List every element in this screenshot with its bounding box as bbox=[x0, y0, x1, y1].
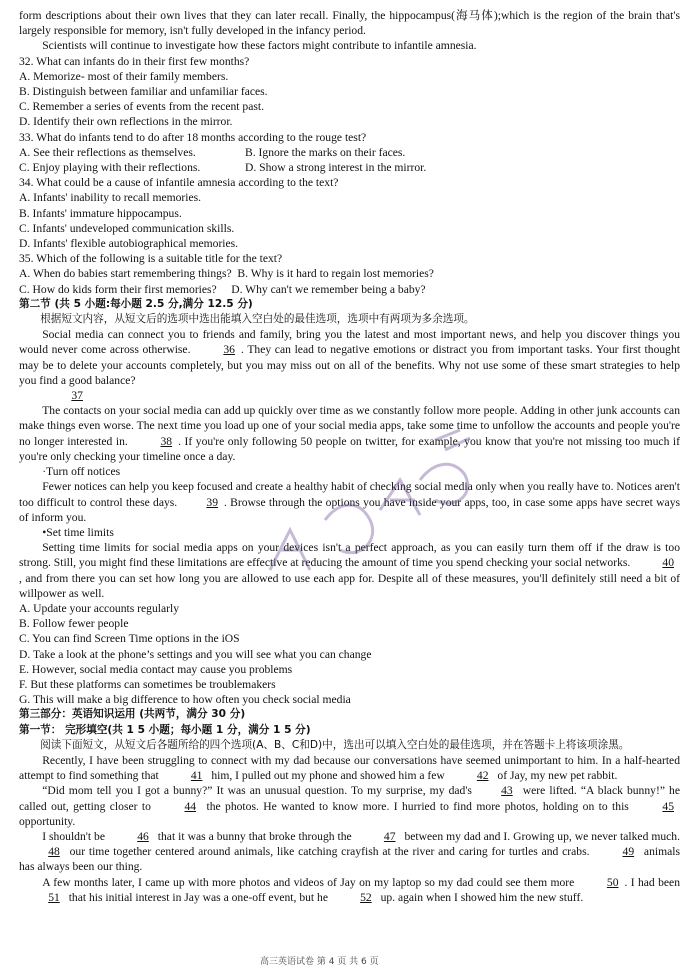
cloze-paragraph bbox=[19, 753, 680, 783]
passage-text: the photos. He wanted to know more. I hurried to find more photos, holding on to this bbox=[206, 799, 629, 813]
option: C. You can find Screen Time options in the iOS bbox=[19, 632, 240, 646]
question-35 bbox=[19, 251, 680, 297]
option-row bbox=[19, 160, 680, 175]
section-instruction: 阅读下面短文，从短文后各题所给的四个选项(A、B、C和D)中，选出可以填入空白处的最佳选项，并在答题卡上将该项涂黑。 bbox=[40, 738, 630, 751]
blank-36: 36 bbox=[223, 343, 235, 357]
passage-text: up. again when I showed him the new stuff. bbox=[380, 890, 584, 904]
section-heading: 第二节 (共 5 小题:每小题 2.5 分,满分 12.5 分) bbox=[19, 297, 253, 310]
section-heading: 第一节： 完形填空(共 1 5 小题；每小题 1 分，满分 1 5 分) bbox=[19, 723, 311, 736]
passage-subheading: •Set time limits bbox=[42, 525, 114, 539]
option: A. Infants' inability to recall memories. bbox=[19, 191, 202, 205]
passage-paragraph bbox=[19, 327, 680, 388]
blank-52: 52 bbox=[360, 890, 372, 904]
passage-text: A few months later, I came up with more photos and videos of Jay on my laptop so my dad could see them more bbox=[42, 875, 575, 889]
passage-subheading: ·Turn off notices bbox=[42, 465, 121, 479]
question-stem: 32. What can infants do in their first few months? bbox=[19, 54, 250, 68]
option: C. Enjoy playing with their reflections. bbox=[19, 161, 201, 175]
question-stem: 34. What could be a cause of infantile amnesia according to the text? bbox=[19, 176, 339, 190]
passage-text: . Browse through the options you have inside your apps, too, in case some apps have secret ways of inform you. bbox=[19, 495, 681, 524]
section-instruction: 根据短文内容，从短文后的选项中选出能填入空白处的最佳选项，选项中有两项为多余选项。 bbox=[40, 313, 475, 326]
option-row: A. When do babies start remembering things? B. Why is it hard to regain lost memories? bbox=[19, 267, 434, 281]
option: C. Remember a series of events from the recent past. bbox=[19, 100, 264, 114]
passage-text: I shouldn't be bbox=[42, 829, 105, 843]
option: B. Distinguish between familiar and unfamiliar faces. bbox=[19, 85, 268, 99]
passage-paragraph bbox=[19, 540, 680, 601]
option: B. Infants' immature hippocampus. bbox=[19, 206, 182, 220]
option: B. Follow fewer people bbox=[19, 617, 129, 631]
passage-text: , and from there you can set how long you are allowed to use each app for. Despite all of these measures, you'll definitely still need a bit of willpower as well. bbox=[19, 571, 680, 600]
passage-text: were lifted. “A black bunny!” he called out, getting closer to bbox=[19, 784, 680, 813]
blank-44: 44 bbox=[184, 799, 197, 813]
blank-37: 37 bbox=[71, 389, 83, 403]
part-heading: 第三部分：英语知识运用 (共两节，满分 30 分) bbox=[19, 708, 246, 721]
blank-43: 43 bbox=[501, 784, 513, 798]
section2-options bbox=[19, 601, 680, 707]
intro-paragraph-2: Scientists will continue to investigate how these factors might contribute to infantile amnesia. bbox=[42, 39, 477, 53]
passage-text: that his initial interest in Jay was a one-off event, but he bbox=[68, 890, 328, 904]
passage-text: . They can lead to negative emotions or distract you from important tasks. Your first thought may be to delete your accounts completely, but you may miss out on all of the benefits. Why not use some of these smart strategies to help you find a good balance? bbox=[19, 343, 680, 387]
blank-48: 48 bbox=[48, 845, 60, 859]
cloze-paragraph bbox=[19, 783, 680, 829]
passage-paragraph bbox=[19, 388, 680, 403]
option: A. See their reflections as themselves. bbox=[19, 145, 196, 159]
question-stem: 33. What do infants tend to do after 18 months according to the rouge test? bbox=[19, 130, 367, 144]
question-stem: 35. Which of the following is a suitable title for the text? bbox=[19, 252, 283, 266]
option: D. Infants' flexible autobiographical memories. bbox=[19, 237, 239, 251]
passage-text: opportunity. bbox=[19, 814, 76, 828]
option-row: C. How do kids form their first memories? D. Why can't we remember being a baby? bbox=[19, 282, 426, 296]
blank-42: 42 bbox=[476, 769, 489, 783]
passage-text: Fewer notices can help you keep focused and create a healthy habit of checking social media only when you really have to. Notices aren't too difficult to control these days. bbox=[19, 480, 680, 509]
option: B. Ignore the marks on their faces. bbox=[245, 145, 406, 159]
option: D. Identify their own reflections in the mirror. bbox=[19, 115, 233, 129]
passage-paragraph bbox=[19, 479, 680, 525]
blank-51: 51 bbox=[48, 890, 60, 904]
option: E. However, social media contact may cause you problems bbox=[19, 662, 293, 676]
passage-text: of Jay, my new pet rabbit. bbox=[497, 769, 618, 783]
question-32 bbox=[19, 54, 680, 130]
option: G. This will make a big difference to how often you check social media bbox=[19, 693, 351, 707]
option: A. Update your accounts regularly bbox=[19, 601, 180, 615]
cloze-paragraph bbox=[19, 875, 680, 905]
cloze-paragraph bbox=[19, 829, 680, 875]
passage-text: Social media can connect you to friends and family, bring you the latest and most important news, and help you discover things you would never come across otherwise. bbox=[19, 328, 680, 357]
blank-39: 39 bbox=[206, 495, 218, 509]
passage-paragraph bbox=[19, 403, 680, 464]
blank-47: 47 bbox=[383, 829, 396, 843]
blank-41: 41 bbox=[190, 769, 203, 783]
passage-text: . I had been bbox=[624, 875, 680, 889]
question-33 bbox=[19, 130, 680, 176]
option-row bbox=[19, 145, 680, 160]
blank-45: 45 bbox=[662, 799, 674, 813]
page-footer: 高三英语试卷 第 4 页 共 6 页 bbox=[260, 957, 379, 967]
question-34 bbox=[19, 175, 680, 251]
blank-46: 46 bbox=[137, 829, 149, 843]
passage-text: Recently, I have been struggling to connect with my dad because our conversations have seemed unimportant to him. In a half-hearted attempt to find something that bbox=[19, 753, 680, 783]
passage-text: between my dad and I. Growing up, we never talked much. bbox=[404, 829, 681, 843]
option: F. But these platforms can sometimes be troublemakers bbox=[19, 677, 276, 691]
passage-text: Setting time limits for social media apps on your devices isn't a perfect approach, as you can easily turn them off if the draw is too strong. Still, you might find these limitations are effective at reducing the amount of time you spend checking your social networks. bbox=[19, 541, 680, 570]
passage-text: . If you're only following 50 people on twitter, for example, you know that you're not missing too much if you're only checking your timeline once a day. bbox=[19, 434, 680, 463]
blank-38: 38 bbox=[160, 434, 173, 448]
passage-text: him, I pulled out my phone and showed him a few bbox=[211, 769, 445, 783]
intro-paragraph: form descriptions about their own lives that they can later recall. Finally, the hippocampus(海马体);which is the region of the brain that's largely responsible for memory, isn't fully developed in the infancy period. bbox=[19, 9, 680, 38]
passage-text: our time together centered around animals, like catching crayfish at the river and caring for turtles and crabs. bbox=[69, 845, 590, 859]
passage-text: “Did mom tell you I got a bunny?” It was an unusual question. To my surprise, my dad's bbox=[42, 784, 472, 798]
passage-text: that it was a bunny that broke through the bbox=[157, 829, 352, 843]
option: C. Infants' undeveloped communication skills. bbox=[19, 221, 235, 235]
blank-40: 40 bbox=[662, 556, 674, 570]
blank-49: 49 bbox=[622, 845, 635, 859]
passage-text: animals has always been our thing. bbox=[19, 845, 680, 874]
option: D. Show a strong interest in the mirror. bbox=[245, 161, 427, 175]
passage-text: The contacts on your social media can add up quickly over time as we constantly follow more people. Adding in other junk accounts can make things even worse. The next time you load up one of your social media apps, take some time to unfollow the accounts and people you're no longer interested in. bbox=[19, 404, 680, 448]
option: A. Memorize- most of their family members. bbox=[19, 69, 229, 83]
blank-50: 50 bbox=[606, 875, 619, 889]
option: D. Take a look at the phone’s settings and you will see what you can change bbox=[19, 647, 372, 661]
